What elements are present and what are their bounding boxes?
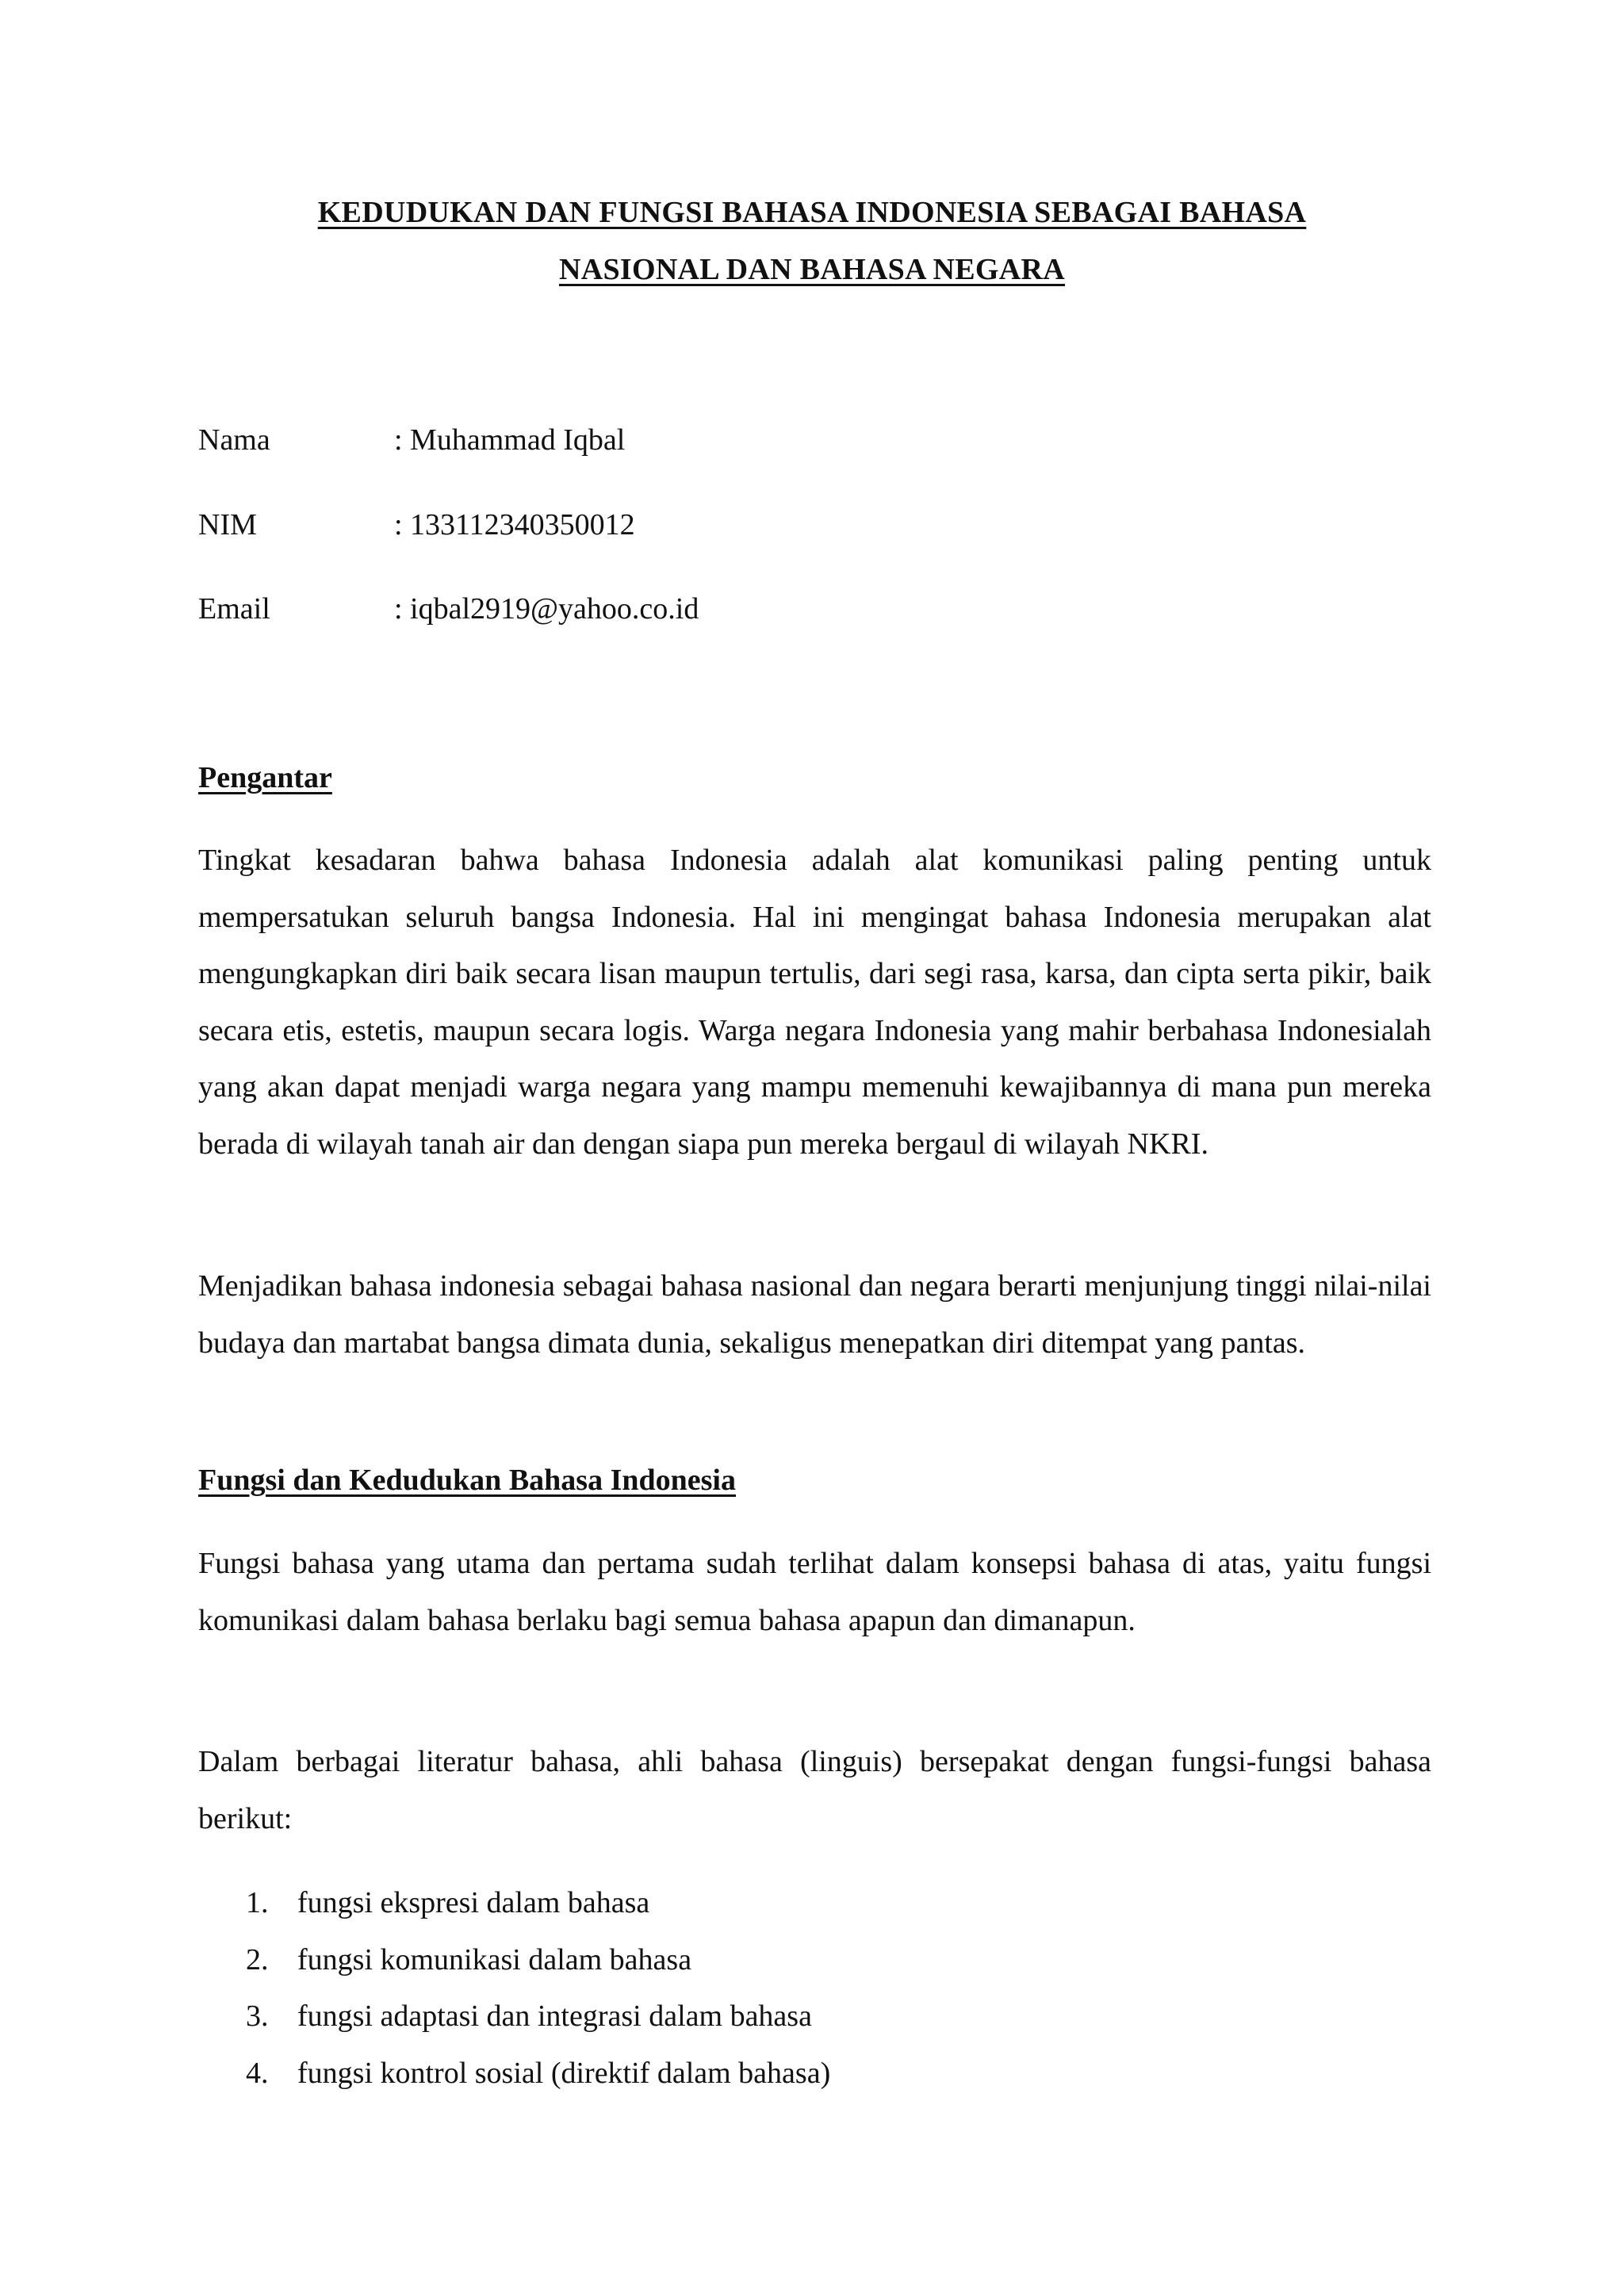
nim-label: NIM [198,508,257,541]
pengantar-paragraph-1: Tingkat kesadaran bahwa bahasa Indonesia adalah alat komunikasi paling penting untuk mempersatukan seluruh bangsa Indonesia. Hal ini mengingat bahasa Indonesia merupakan alat mengungkapkan diri baik secara lisan maupun tertulis, dari segi rasa, karsa, dan cipta serta pikir, baik secara etis, estetis, maupun secara logis. Warga negara Indonesia yang mahir berbahasa Indonesialah yang akan dapat menjadi warga negara yang mampu memenuhi kewajibannya di mana pun mereka berada di wilayah tanah air dan dengan siapa pun mereka bergaul di wilayah NKRI. [198,844,1431,1161]
fungsi-list [198,1875,1431,2102]
list-item-number: 2. [246,1942,269,1976]
nama-value: : Muhammad Iqbal [394,423,626,457]
list-item-text: fungsi komunikasi dalam bahasa [297,1942,692,1976]
list-item-number: 3. [246,1999,269,2033]
fungsi-heading: Fungsi dan Kedudukan Bahasa Indonesia [198,1464,736,1497]
document-title-line-2: NASIONAL DAN BAHASA NEGARA [558,253,1066,286]
list-item [198,1988,1431,2045]
pengantar-heading: Pengantar [198,761,332,794]
fungsi-paragraph-2: Dalam berbagai literatur bahasa, ahli bahasa (linguis) bersepakat dengan fungsi-fungsi bahasa berikut: [198,1745,1431,1835]
list-item-text: fungsi kontrol sosial (direktif dalam bahasa) [297,2056,831,2090]
pengantar-paragraph-2: Menjadikan bahasa indonesia sebagai bahasa nasional dan negara berarti menjunjung tinggi nilai-nilai budaya dan martabat bangsa dimata dunia, sekaligus menepatkan diri ditempat yang pantas. [198,1269,1431,1360]
list-item-number: 1. [246,1886,269,1919]
nama-label: Nama [198,423,270,457]
email-label: Email [198,592,270,626]
list-item-number: 4. [246,2056,269,2090]
document-title-line-1: KEDUDUKAN DAN FUNGSI BAHASA INDONESIA SEBAGAI BAHASA [317,196,1307,229]
list-item-text: fungsi ekspresi dalam bahasa [297,1886,650,1919]
fungsi-paragraph-1: Fungsi bahasa yang utama dan pertama sudah terlihat dalam konsepsi bahasa di atas, yaitu fungsi komunikasi dalam bahasa berlaku bagi semua bahasa apapun dan dimanapun. [198,1547,1431,1637]
list-item [198,2045,1431,2103]
nim-value: : 133112340350012 [394,508,635,541]
list-item-text: fungsi adaptasi dan integrasi dalam bahasa [297,1999,812,2033]
list-item [198,1875,1431,1932]
email-value: : iqbal2919@yahoo.co.id [394,592,699,626]
list-item [198,1932,1431,1989]
